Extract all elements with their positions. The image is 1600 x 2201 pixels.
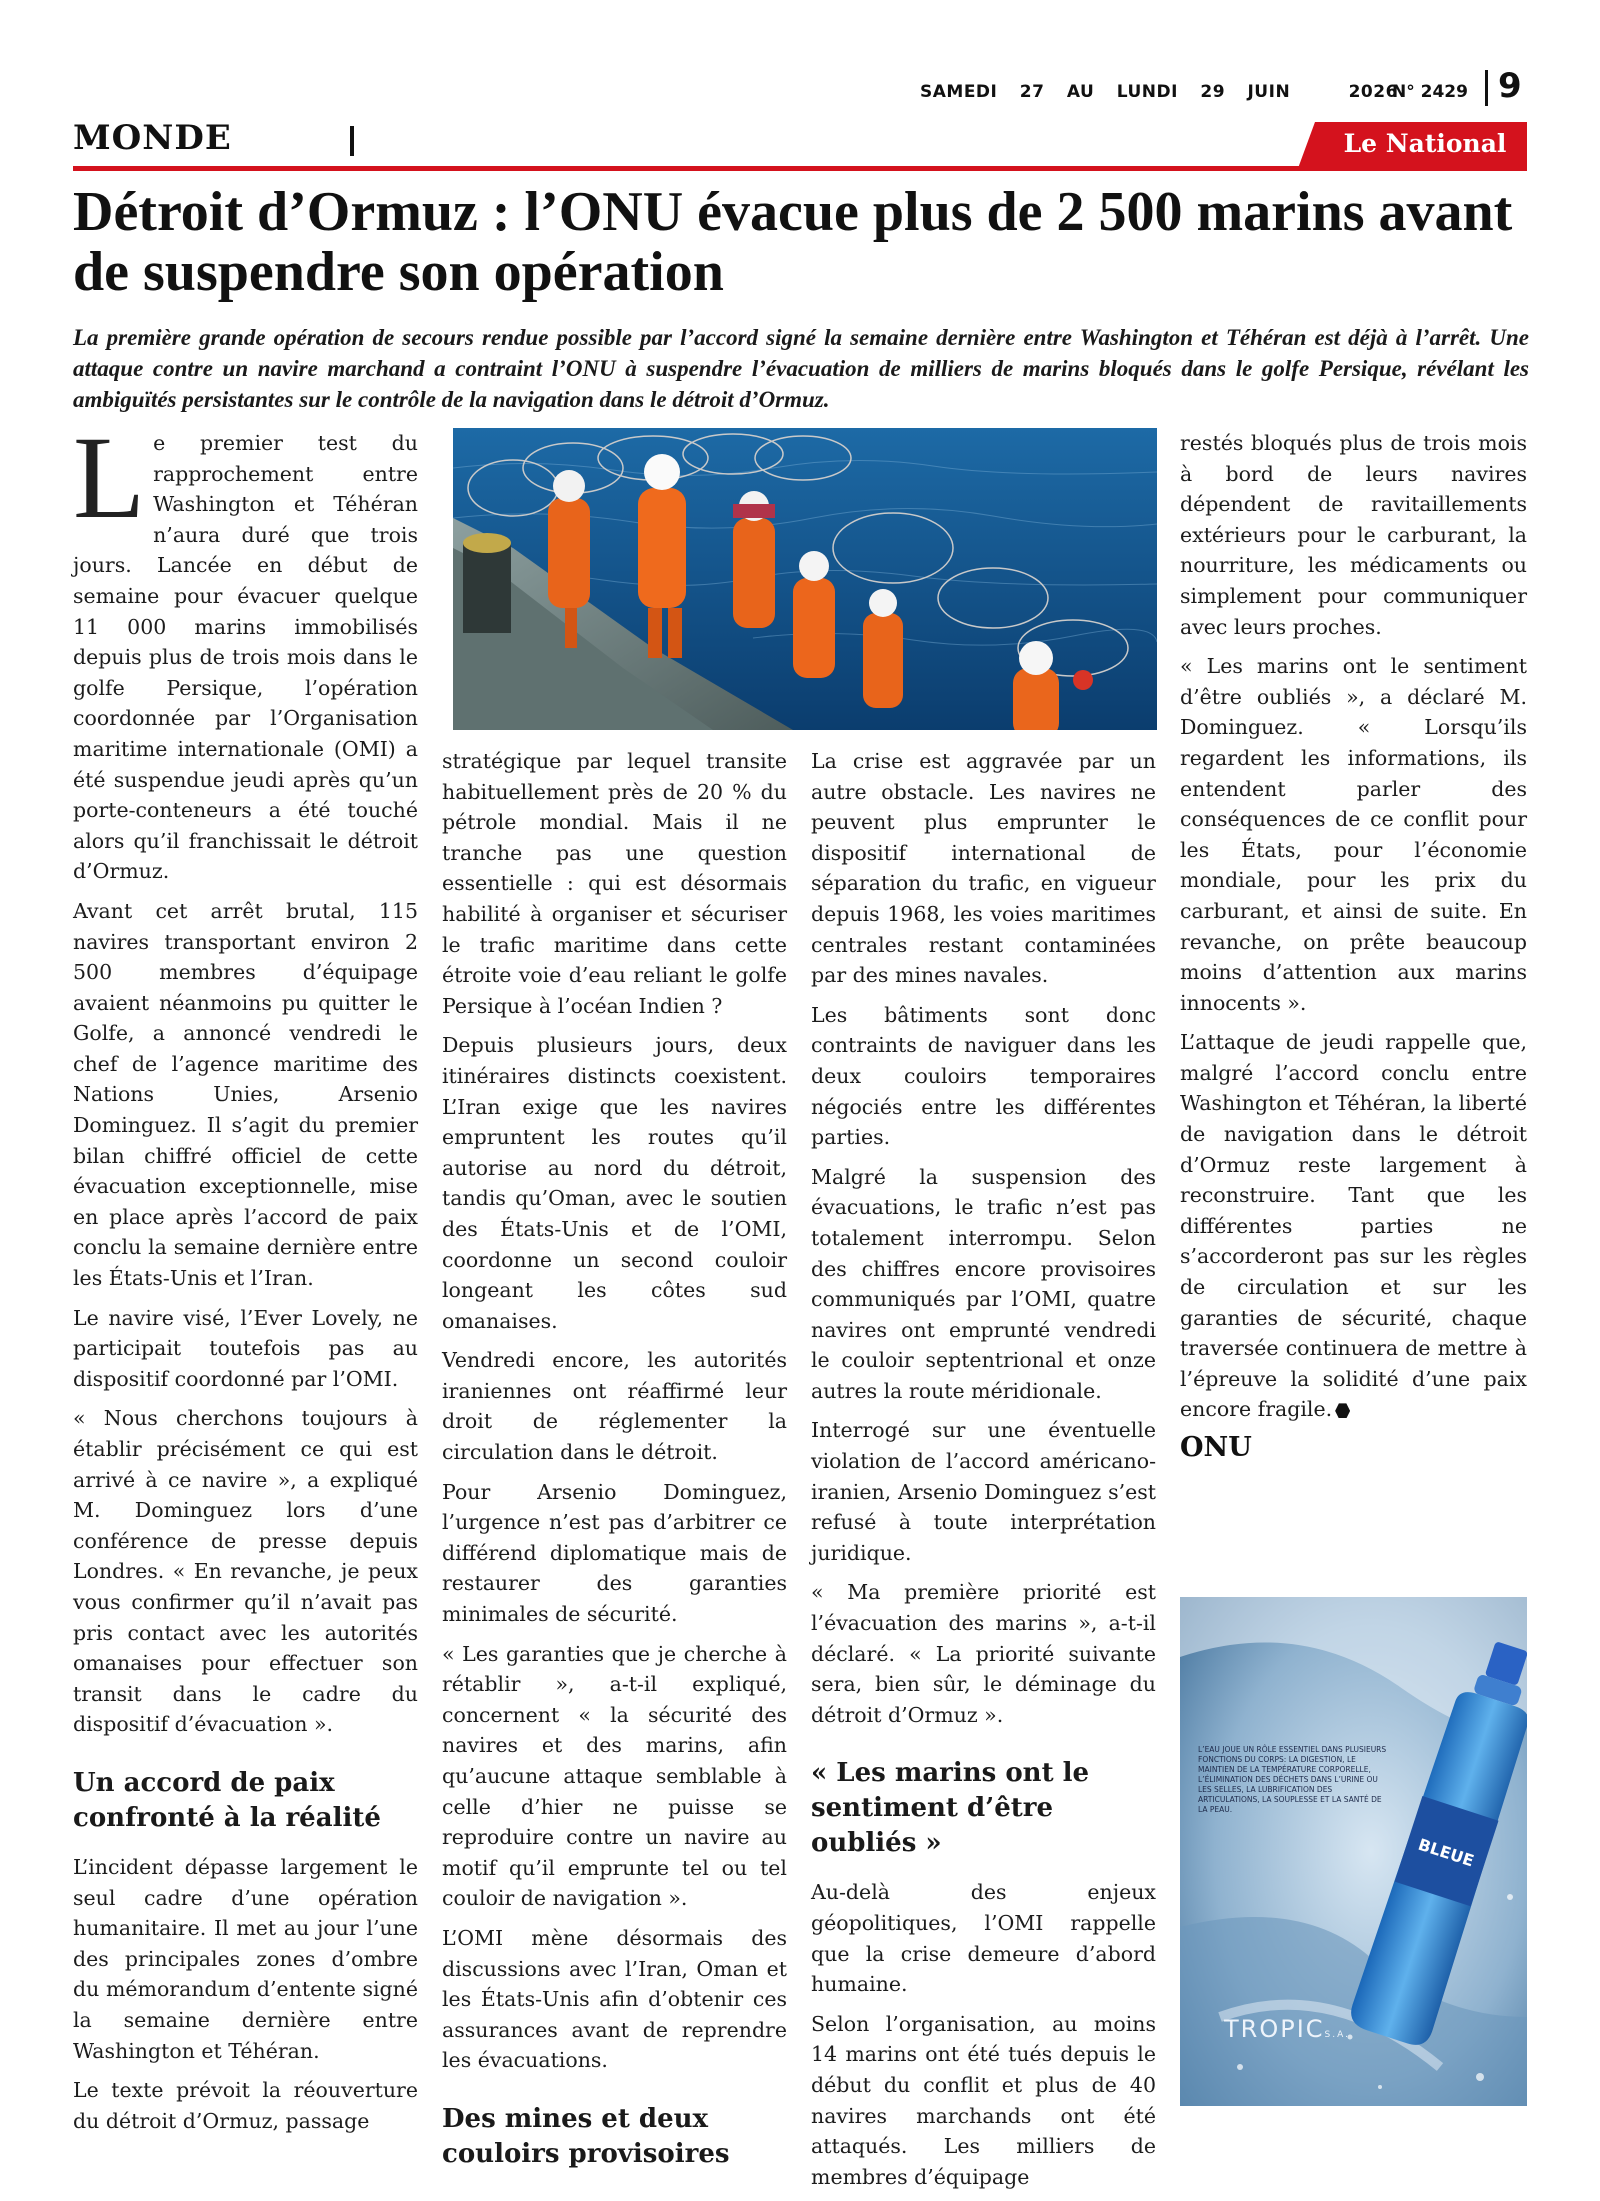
subheading: Un accord de paix confronté à la réalité (73, 1767, 381, 1833)
article-column-1 (73, 412, 418, 2145)
article-standfirst: La première grande opération de secours rendue possible par l’accord signé la semaine dernière entre Washington et Téhéran est déjà à l’arrêt. Une attaque contre un navire marchand a contraint l’ONU à suspendre l’évacuation de milliers de marins bloqués dans le golfe Persique, révélant les ambiguïtés persistantes sur le contrôle de la navigation dans le détroit d’Ormuz. (73, 325, 1529, 412)
brand-label: Le National (1343, 129, 1507, 158)
article-headline: Détroit d’Ormuz : l’ONU évacue plus de 2 500 marins avant de suspendre son opération (73, 181, 1513, 303)
paragraph: Le texte prévoit la réouverture du détroit d’Ormuz, passage (73, 2078, 418, 2133)
paragraph: « Les garanties que je cherche à rétablir », a-t-il expliqué, concernent « la sécurité des navires et des marins, afin qu’aucune attaque semblable à celle d’hier ne puisse se reproduire contre un navire au motif qu’il emprunte tel ou tel couloir de navigation ». (442, 1641, 787, 1911)
paragraph: Le navire visé, l’Ever Lovely, ne participait toutefois pas au dispositif coordonné par l’OMI. (73, 1305, 418, 1391)
paragraph: Avant cet arrêt brutal, 115 navires transportant environ 2 500 membres d’équipage avaient néanmoins pu quitter le Golfe, a annoncé vendredi le chef de l’agence maritime des Nations Unies, Arsenio Dominguez. Il s’agit du premier bilan chiffré officiel de cette évacuation exceptionnelle, mise en place après l’accord de paix conclu la semaine dernière entre les États-Unis et l’Iran. (73, 898, 418, 1291)
paragraph-text: L’attaque de jeudi rappelle que, malgré l’accord conclu entre Washington et Téhéran, la liberté de navigation dans le détroit d’Ormuz reste largement à reconstruire. Tant que les différentes parties ne s’accorderont pas sur les règles de circulation et sur les garanties de sécurité, chaque traversée continuera de mettre à l’épreuve la solidité d’une paix encore fragile. (1180, 1030, 1527, 1422)
advert-copy: L’EAU JOUE UN RÔLE ESSENTIEL DANS PLUSIEURS FONCTIONS DU CORPS: LA DIGESTION, LE MAINTIEN DE LA TEMPÉRATURE CORPORELLE, L’ÉLIMINATION DES DÉCHETS DANS L’URINE OU LES SELLES, LA LUBRIFICATION DES ARTICULATIONS, LA SOUPLESSE ET LA SANTÉ DE LA PEAU. (1198, 1745, 1387, 1814)
paragraph (73, 412, 418, 887)
paragraph: Depuis plusieurs jours, deux itinéraires distincts coexistent. L’Iran exige que les navires empruntent les routes qu’il autorise au nord du détroit, tandis qu’Oman, avec le soutien des États-Unis et de l’OMI, coordonne un second couloir longeant les côtes sud omanaises. (442, 1033, 787, 1333)
paragraph: L’OMI mène désormais des discussions avec l’Iran, Oman et les États-Unis afin d’obtenir ces assurances avant de reprendre les évacuations. (442, 1925, 787, 2073)
paragraph: « Ma première priorité est l’évacuation des marins », a-t-il déclaré. « La priorité suivante sera, bien sûr, le déminage du détroit d’Ormuz ». (811, 1580, 1156, 1727)
paragraph: L’incident dépasse largement le seul cadre d’une opération humanitaire. Il met au jour l’une des principales zones d’ombre du mémorandum d’entente signé la semaine dernière entre Washington et Téhéran. (73, 1854, 418, 2063)
article-column-4 (1180, 428, 1527, 1434)
paragraph: Interrogé sur une éventuelle violation de l’accord américano-iranien, Arsenio Dominguez s’est refusé à toute interprétation juridique. (811, 1418, 1156, 1565)
bottle-label: BLEUE (1415, 1834, 1477, 1871)
article-column-3 (811, 746, 1156, 2201)
paragraph: Les bâtiments sont donc contraints de naviguer dans les deux couloirs temporaires négociés entre les différentes parties. (811, 1002, 1156, 1150)
date-year: 2026 (1348, 82, 1398, 102)
page-number-separator (1485, 70, 1488, 106)
date-month: JUIN (1247, 82, 1291, 102)
paragraph: La crise est aggravée par un autre obstacle. Les navires ne peuvent plus emprunter le dispositif international de séparation du trafic, en vigueur depuis 1968, les voies maritimes centrales restant contaminées par des mines navales. (811, 749, 1156, 988)
sailors-photo-illustration (453, 428, 1157, 730)
article-photo (453, 428, 1157, 730)
end-of-article-icon (1335, 1403, 1350, 1418)
paragraph: restés bloqués plus de trois mois à bord de leurs navires dépendent de ravitaillements extérieurs pour le carburant, la nourriture, les médicaments ou simplement pour communiquer avec leurs proches. (1180, 431, 1527, 639)
drop-cap: L (73, 412, 146, 543)
brand-logo (1224, 2015, 1350, 2043)
date-day2: LUNDI (1116, 82, 1178, 102)
article-tag: ONU (1180, 1432, 1252, 1463)
subheading: Des mines et deux couloirs provisoires (442, 2103, 730, 2169)
paragraph: Pour Arsenio Dominguez, l’urgence n’est pas d’arbitrer ce différend diplomatique mais de restaurer des garanties minimales de sécurité. (442, 1479, 787, 1627)
date-num: 27 (1019, 82, 1045, 102)
paragraph (1180, 1027, 1527, 1425)
dateline (920, 82, 1414, 102)
section-divider (350, 126, 354, 156)
paragraph: « Nous cherchons toujours à établir précisément ce qui est arrivé à ce navire », a expliqué M. Dominguez lors d’une conférence de presse depuis Londres. « En revanche, je peux vous confirmer qu’il n’avait pas pris contact avec les autorités omanaises pour effectuer son transit dans le cadre du dispositif d’évacuation ». (73, 1406, 418, 1737)
paragraph: Malgré la suspension des évacuations, le trafic n’est pas totalement interrompu. Selon des chiffres encore provisoires communiqués par l’OMI, quatre navires ont emprunté vendredi le couloir septentrional et onze autres la route méridionale. (811, 1164, 1156, 1403)
issue-number: N° 2429 (1392, 82, 1468, 102)
paragraph: Vendredi encore, les autorités iraniennes ont réaffirmé leur droit de réglementer la circulation dans le détroit. (442, 1348, 787, 1465)
water-advert (1180, 1597, 1527, 2106)
date-au: AU (1066, 82, 1095, 102)
paragraph: stratégique par lequel transite habituellement près de 20 % du pétrole mondial. Mais il ne tranche pas une question essentielle : qui est désormais habilité à organiser et sécuriser le trafic maritime dans cette étroite voie d’eau reliant le golfe Persique à l’océan Indien ? (442, 749, 787, 1018)
section-title: MONDE (73, 118, 232, 158)
paragraph: Au-delà des enjeux géopolitiques, l’OMI rappelle que la crise demeure d’abord humaine. (811, 1880, 1156, 1997)
page-number: 9 (1498, 66, 1522, 106)
brand-logo-text: TROPIC (1224, 2015, 1325, 2043)
brand-logo-suffix: S.A. (1324, 2030, 1350, 2040)
date-day: SAMEDI (920, 82, 998, 102)
paragraph: Selon l’organisation, au moins 14 marins ont été tués depuis le début du conflit et plus de 40 navires marchands ont été attaqués. Les milliers de membres d’équipage (811, 2011, 1156, 2189)
subheading: « Les marins ont le sentiment d’être oubliés » (811, 1758, 1090, 1859)
paragraph: « Les marins ont le sentiment d’être oubliés », a déclaré M. Dominguez. « Lorsqu’ils regardent les informations, ils entendent parler des conséquences de ce conflit pour les États, pour l’économie mondiale, pour les prix du carburant, et ainsi de suite. En revanche, on prête beaucoup moins d’attention aux marins innocents ». (1180, 654, 1527, 1015)
date-num2: 29 (1200, 82, 1226, 102)
paragraph-text: e premier test du rapprochement entre Washington et Téhéran n’aura duré que trois jours. Lancée en début de semaine pour évacuer quelque 11 000 marins immobilisés depuis plus de trois mois dans le golfe Persique, l’opération coordonnée par l’Organisation maritime internationale (OMI) a été suspendue jeudi après qu’un porte-conteneurs a été touché alors qu’il franchissait le détroit d’Ormuz. (73, 431, 418, 884)
article-column-2 (442, 746, 787, 2188)
